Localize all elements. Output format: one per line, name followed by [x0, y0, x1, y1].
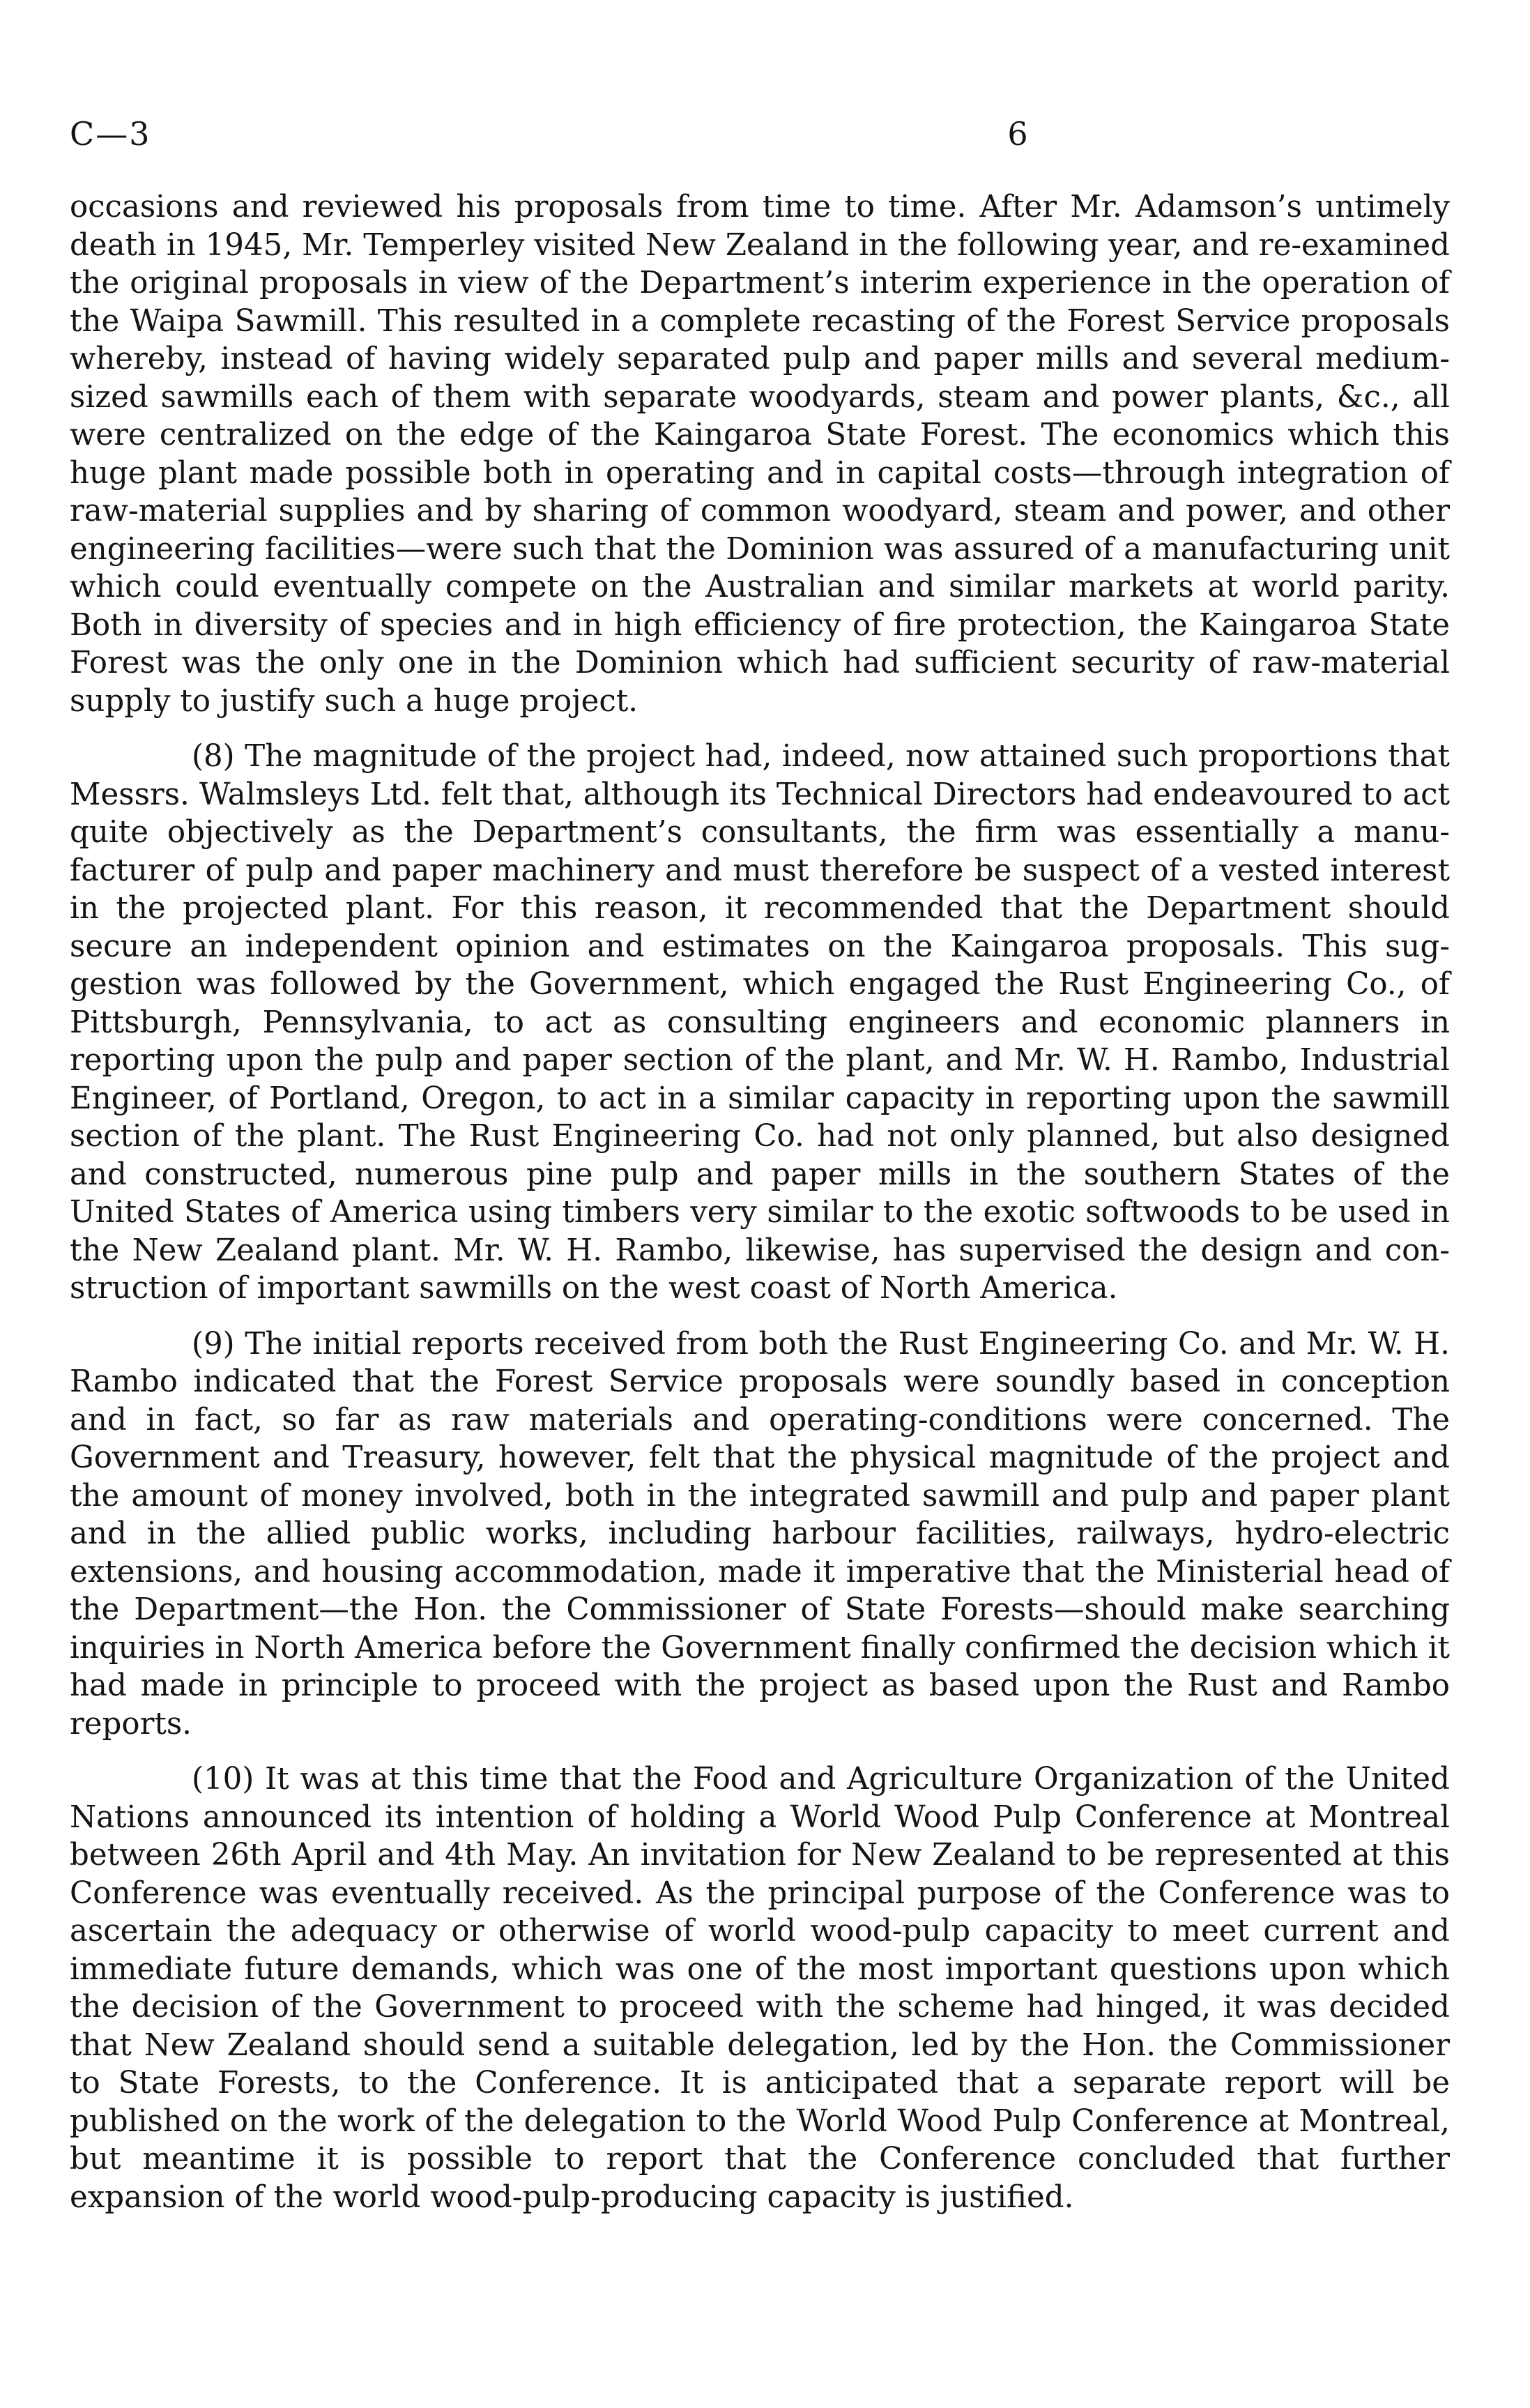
paragraph-10: (10) It was at this time that the Food and Agriculture Organization of the United Nations announced its intention of holding a World Wood Pulp Conference at Montreal between 26th April and 4th May. An invitation for New Zealand to be represented at this Conference was eventually received. As the principal purpose of the Conference was to ascertain the adequacy or otherwise of world wood-pulp capacity to meet current and immediate future demands, which was one of the most important questions upon which the decision of the Government to proceed with the scheme had hinged, it was decided that New Zealand should send a suitable delegation, led by the Hon. the Commissioner to State Forests, to the Conference. It is anticipated that a separate report will be published on the work of the delegation to the World Wood Pulp Conference at Montreal, but meantime it is possible to report that the Conference concluded that further expansion of the world wood-pulp-producing capacity is justified.: [70, 1762, 1450, 2215]
paragraph-continuation: occasions and reviewed his proposals from time to time. After Mr. Adamson’s untimely death in 1945, Mr. Temperley visited New Zealand in the following year, and re-examined the original proposals in view of the Department’s interim experience in the operation of the Waipa Sawmill. This resulted in a complete recasting of the Forest Service proposals whereby, instead of having widely separated pulp and paper mills and several medium-sized sawmills each of them with separate woodyards, steam and power plants, &c., all were centralized on the edge of the Kaingaroa State Forest. The economics which this huge plant made possible both in operating and in capital costs—through integration of raw-material supplies and by sharing of common woodyard, steam and power, and other engineering facilities—were such that the Dominion was assured of a manufacturing unit which could eventually compete on the Australian and similar markets at world parity. Both in diversity of species and in high efficiency of fire protection, the Kaingaroa State Forest was the only one in the Dominion which had sufficient security of raw-material supply to justify such a huge project.: [70, 190, 1450, 719]
body-text: [70, 188, 1450, 2216]
paragraph-9: (9) The initial reports received from both the Rust Engineering Co. and Mr. W. H. Rambo indicated that the Forest Service proposals were soundly based in conception and in fact, so far as raw materials and operating-conditions were concerned. The Government and Treasury, however, felt that the physical magnitude of the project and the amount of money involved, both in the integrated sawmill and pulp and paper plant and in the allied public works, including harbour facilities, railways, hydro-electric extensions, and housing accommodation, made it imperative that the Ministerial head of the Department—the Hon. the Commissioner of State Forests—should make searching inquiries in North America before the Government finally confirmed the decision which it had made in principle to proceed with the project as based upon the Rust and Rambo reports.: [70, 1326, 1450, 1742]
paragraph-8: (8) The magnitude of the project had, indeed, now attained such proportions that Messrs. Walmsleys Ltd. felt that, although its Technical Directors had endeavoured to act quite objectively as the Department’s consultants, the firm was essentially a manufacturer of pulp and paper machinery and must therefore be suspect of a vested interest in the projected plant. For this reason, it recommended that the Department should secure an independent opinion and estimates on the Kaingaroa proposals. This suggestion was followed by the Government, which engaged the Rust Engineering Co., of Pittsburgh, Pennsylvania, to act as consulting engineers and economic planners in reporting upon the pulp and paper section of the plant, and Mr. W. H. Rambo, Industrial Engineer, of Portland, Oregon, to act in a similar capacity in reporting upon the sawmill section of the plant. The Rust Engineering Co. had not only planned, but also designed and constructed, numerous pine pulp and paper mills in the southern States of the United States of America using timbers very similar to the exotic softwoods to be used in the New Zealand plant. Mr. W. H. Rambo, likewise, has supervised the design and construction of important sawmills on the west coast of North America.: [70, 739, 1450, 1306]
document-reference: C—3: [70, 115, 151, 153]
page-header: [70, 115, 1464, 157]
page-number: 6: [1007, 115, 1028, 153]
